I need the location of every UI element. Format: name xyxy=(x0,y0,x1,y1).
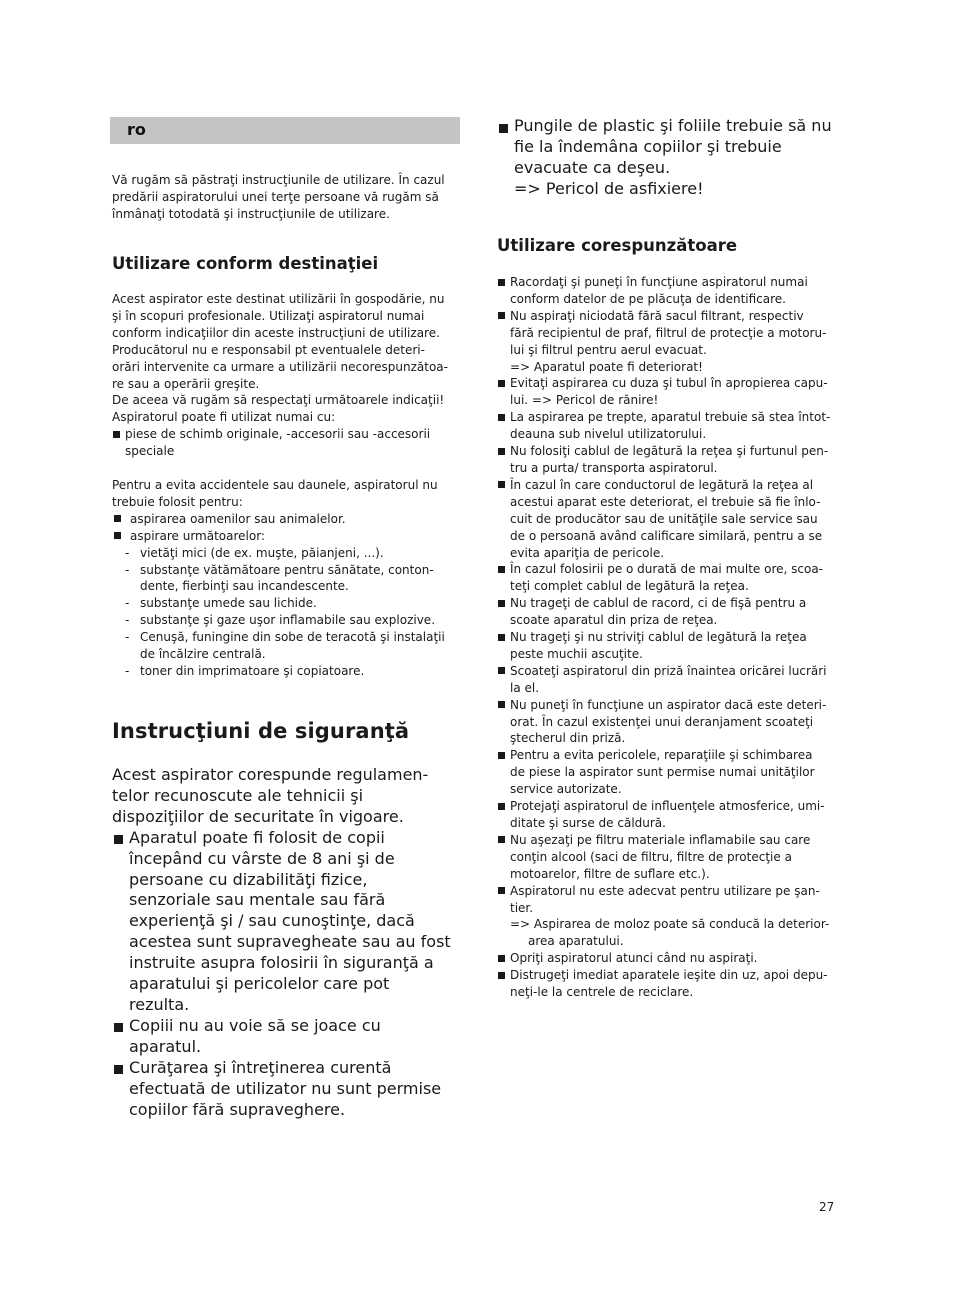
intro-paragraph: Vă rugăm să păstraţi instrucţiunile de utilizare. În cazul predării aspiratorului unei terţe persoane vă rugăm să înmânaţi totodată şi instrucţiunile de utilizare. xyxy=(112,173,445,221)
prohibited-substances-list xyxy=(112,545,460,680)
language-code: ro xyxy=(127,120,146,139)
list-item: Aspiratorul nu este adecvat pentru utilizare pe şan- tier. xyxy=(497,883,842,917)
list-item: Nu aspiraţi niciodată fără sacul filtrant, respectiv fără recipientul de praf, filtrul de protecţie a motoru- lui şi filtrul pentru aerul evacuat. => Aparatul poate fi deteriorat! xyxy=(497,308,842,376)
list-item: Nu trageţi şi nu striviţi cablul de legătură la reţea peste muchii ascuţite. xyxy=(497,629,842,663)
section-title-safety: Instrucţiuni de siguranţă xyxy=(112,719,410,743)
safety-list xyxy=(112,828,460,1121)
list-item: aspirarea oamenilor sau animalelor. xyxy=(112,511,460,528)
list-item: Evitaţi aspirarea cu duza şi tubul în apropierea capu- lui. => Pericol de rănire! xyxy=(497,375,842,409)
list-item: Protejaţi aspiratorul de influenţele atmosferice, umi- ditate şi surse de căldură. xyxy=(497,798,842,832)
construction-site-warning: => Aspirarea de moloz poate să conducă la deterior- area aparatului. xyxy=(510,917,830,949)
list-item: - substanţe vătămătoare pentru sănătate, conton- dente, fierbinţi sau incandescente. xyxy=(112,562,460,596)
list-item: Aparatul poate fi folosit de copii începând cu vârste de 8 ani şi de persoane cu dizabilităţi fizice, senzoriale sau mentale sau fără experienţă şi / sau cunoştinţe, dacă acestea sunt supravegheate sau au fost instruite asupra folosirii în siguranţă a aparatului şi pericolelor care pot rezulta. xyxy=(112,828,460,1016)
original-parts-list xyxy=(112,426,460,460)
prohibited-use-paragraph: Pentru a evita accidentele sau daunele, aspiratorul nu trebuie folosit pentru: xyxy=(112,478,438,509)
section-title-proper-use: Utilizare corespunzătoare xyxy=(497,236,738,255)
list-item: În cazul folosirii pe o durată de mai multe ore, scoa- teţi complet cablul de legătură la reţea. xyxy=(497,561,842,595)
proper-use-list-end xyxy=(497,950,842,1001)
safety-block xyxy=(112,765,460,1120)
list-item: Scoateţi aspiratorul din priză înaintea oricărei lucrări la el. xyxy=(497,663,842,697)
plastic-bags-warning xyxy=(497,116,842,200)
safety-paragraph: Acest aspirator corespunde regulamen- telor recunoscute ale tehnicii şi dispoziţiilor de securitate în vigoare. xyxy=(112,765,429,826)
list-item: - Cenuşă, funingine din sobe de teracotă şi instalaţii de încălzire centrală. xyxy=(112,629,460,663)
prohibited-use-list xyxy=(112,511,460,545)
list-item: Racordaţi şi puneţi în funcţiune aspiratorul numai conform datelor de pe plăcuţa de identificare. xyxy=(497,274,842,308)
list-item: Nu puneţi în funcţiune un aspirator dacă este deteri- orat. În cazul existenţei unui deranjament scoateţi ştecherul din priză. xyxy=(497,697,842,748)
list-item: În cazul în care conductorul de legătură la reţea al acestui aparat este deteriorat, el trebuie să fie înlo- cuit de producător sau de unităţile sale service sau de o persoană având calificare similară, pentru a se evita apariţia de pericole. xyxy=(497,477,842,562)
intended-use-block xyxy=(112,291,460,460)
list-item: aspirare următoarelor: xyxy=(112,528,460,545)
list-item: Pungile de plastic şi foliile trebuie să nu fie la îndemâna copiilor şi trebuie evacuate ca deşeu. => Pericol de asfixiere! xyxy=(497,116,842,200)
list-item: - vietăţi mici (de ex. muşte, păianjeni, ...). xyxy=(112,545,460,562)
list-item: Curăţarea şi întreţinerea curentă efectuată de utilizator nu sunt permise copiilor fără supraveghere. xyxy=(112,1058,460,1121)
list-item: - substanţe umede sau lichide. xyxy=(112,595,460,612)
list-item: piese de schimb originale, -accesorii sau -accesorii speciale xyxy=(112,426,460,460)
list-item: Nu folosiţi cablul de legătură la reţea şi furtunul pen- tru a purta/ transporta aspiratorul. xyxy=(497,443,842,477)
list-item: Pentru a evita pericolele, reparaţiile şi schimbarea de piese la aspirator sunt permise numai unităţilor service autorizate. xyxy=(497,747,842,798)
language-header-bar xyxy=(110,117,460,144)
intended-use-paragraph: Acest aspirator este destinat utilizării în gospodărie, nu şi în scopuri profesionale. Utilizaţi aspiratorul numai conform indicaţiilor din aceste instrucţiuni de utilizare. Producătorul nu e responsabil pt eventualele deteri- orări intervenite ca urmare a utilizării necorespunzătoa- re sau a operării greşite. De aceea vă rugăm să respectaţi următoarele indicaţii! Aspiratorul poate fi utilizat numai cu: xyxy=(112,292,448,425)
section-title-intended-use: Utilizare conform destinaţiei xyxy=(112,254,379,273)
page-number: 27 xyxy=(819,1200,835,1214)
proper-use-block xyxy=(497,274,842,1001)
list-item: - toner din imprimatoare şi copiatoare. xyxy=(112,663,460,680)
list-item: Opriţi aspiratorul atunci când nu aspiraţi. xyxy=(497,950,842,967)
list-item: La aspirarea pe trepte, aparatul trebuie să stea întot- deauna sub nivelul utilizatorului. xyxy=(497,409,842,443)
list-item: Copiii nu au voie să se joace cu aparatul. xyxy=(112,1016,460,1058)
list-item: Nu trageţi de cablul de racord, ci de fişă pentru a scoate aparatul din priza de reţea. xyxy=(497,595,842,629)
list-item: Nu aşezaţi pe filtru materiale inflamabile sau care conţin alcool (saci de filtru, filtre de protecţie a motoarelor, filtre de suflare etc.). xyxy=(497,832,842,883)
list-item: - substanţe şi gaze uşor inflamabile sau explozive. xyxy=(112,612,460,629)
prohibited-use-block xyxy=(112,477,460,680)
proper-use-list xyxy=(497,274,842,916)
list-item: Distrugeţi imediat aparatele ieşite din uz, apoi depu- neţi-le la centrele de reciclare. xyxy=(497,967,842,1001)
